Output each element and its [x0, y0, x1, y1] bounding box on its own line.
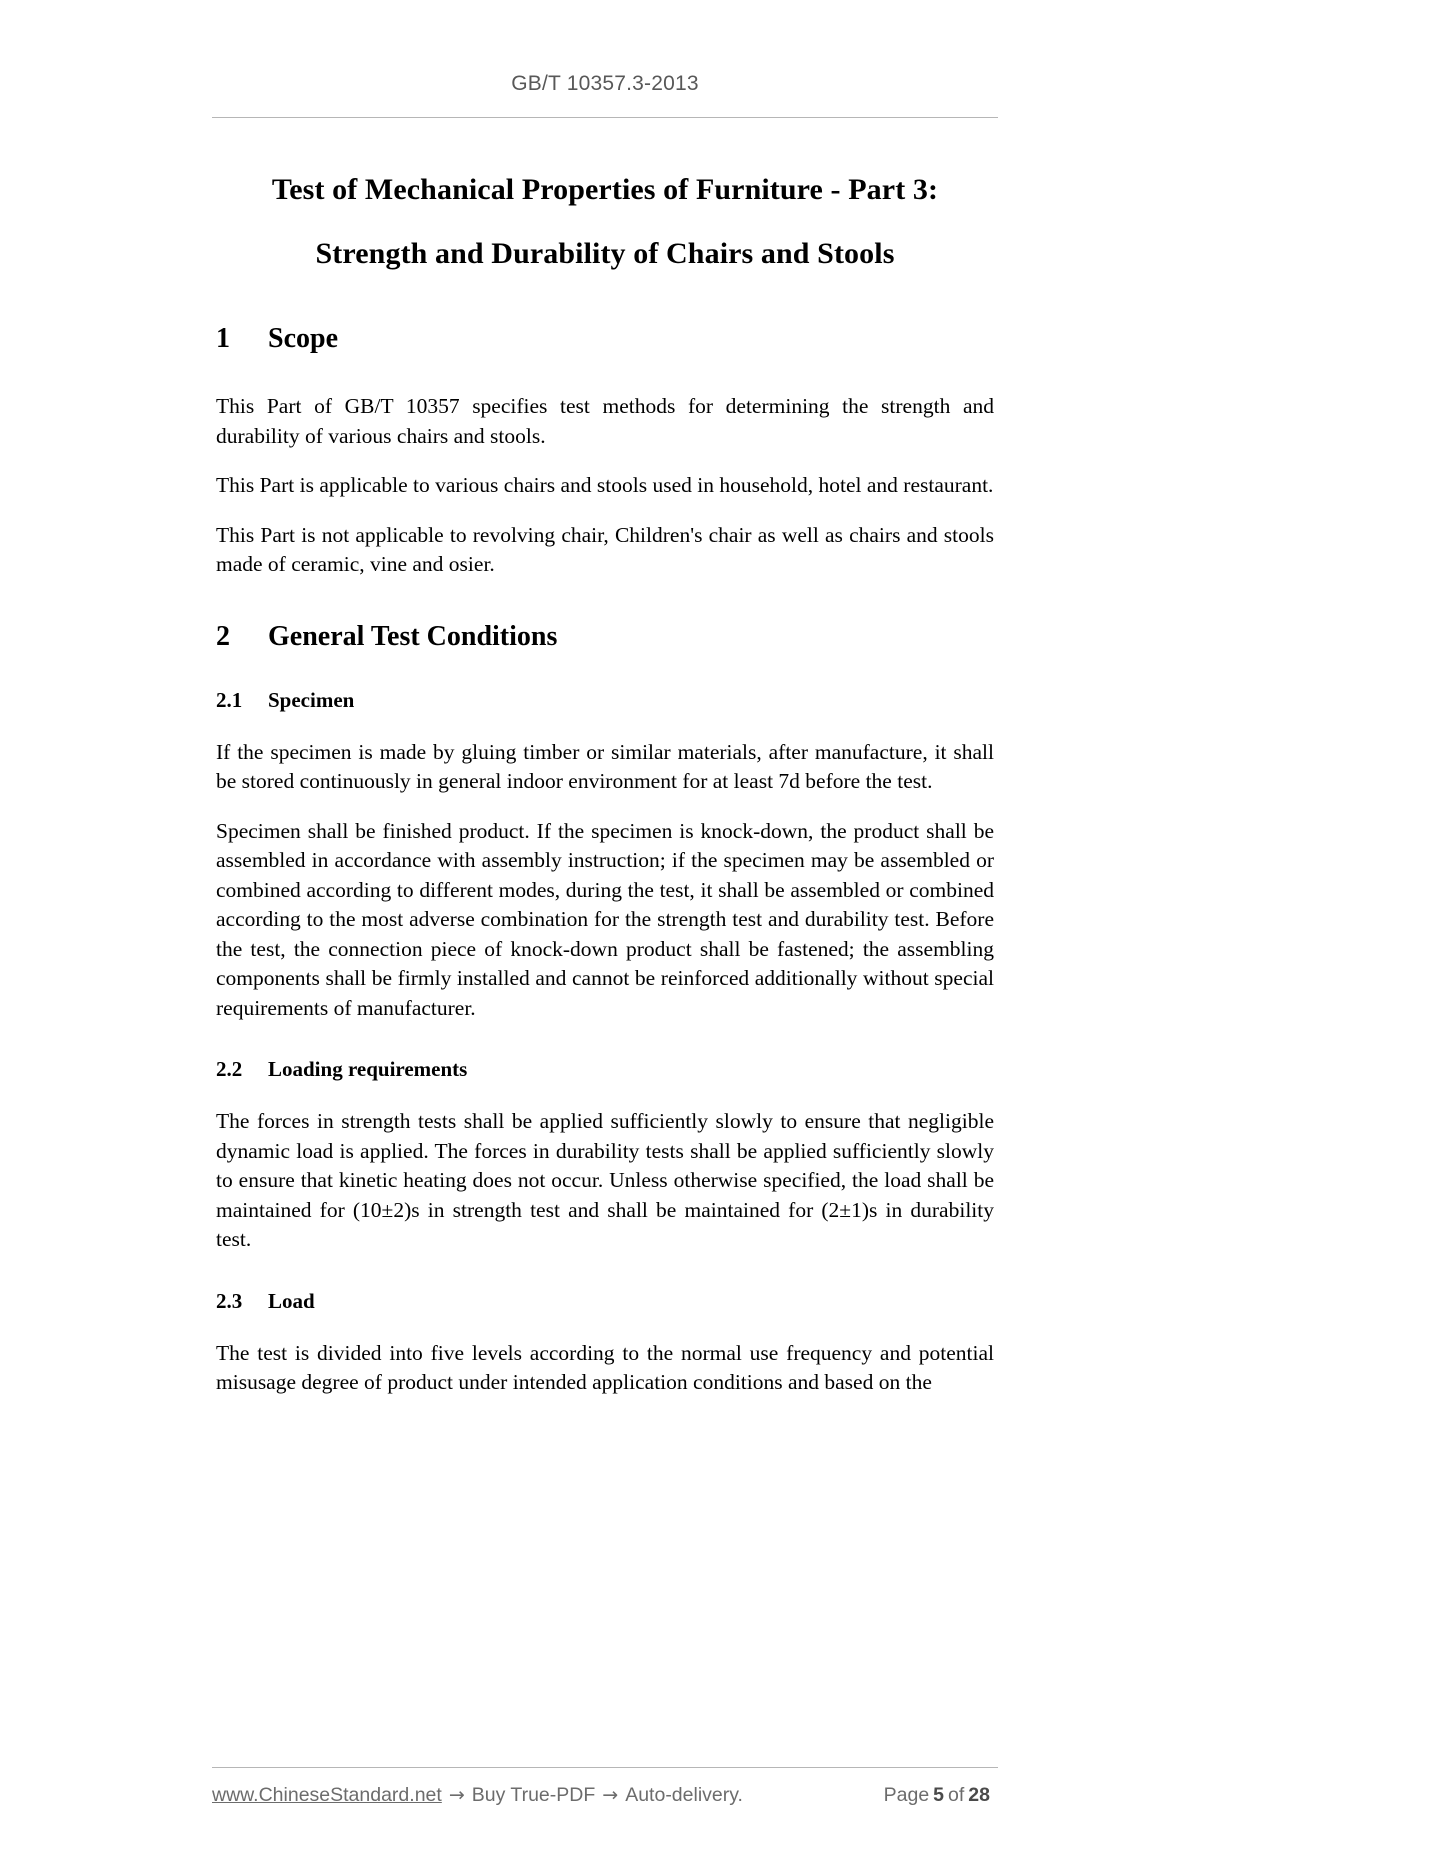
document-title-line-1: Test of Mechanical Properties of Furniture - Part 3: — [271, 173, 939, 206]
running-header — [212, 72, 998, 96]
spacer — [216, 714, 994, 738]
spacer — [216, 1255, 994, 1287]
section-title-2: General Test Conditions — [268, 620, 558, 652]
auto-delivery-text: Auto-delivery. — [625, 1784, 743, 1806]
paragraph: This Part of GB/T 10357 specifies test methods for determining the strength and durability of various chairs and stools. — [216, 394, 994, 448]
subsection-number-2-1: 2.1 — [216, 687, 243, 712]
page-indicator — [884, 1784, 998, 1807]
document-title — [212, 158, 998, 286]
spacer — [216, 654, 994, 686]
spacer — [216, 1023, 994, 1055]
subsection-heading-2-3 — [216, 1287, 994, 1315]
spacer — [216, 580, 994, 620]
footer-promo — [212, 1784, 743, 1807]
spacer — [216, 1315, 994, 1339]
subsection-title-2-1: Specimen — [268, 687, 355, 712]
buy-true-pdf-text: Buy True-PDF — [471, 1784, 596, 1806]
paragraph: The forces in strength tests shall be applied sufficiently slowly to ensure that negligible dynamic load is applied. The forces in durability tests shall be applied sufficiently slowly to ensure that kinetic heating does not occur. Unless otherwise specified, the load shall be maintained for (10±2)s in strength test and shall be maintained for (2±1)s in durability test. — [216, 1109, 994, 1251]
of-label: of — [948, 1784, 965, 1806]
section-title-1: Scope — [268, 323, 338, 354]
page-label: Page — [883, 1784, 930, 1806]
footer-divider — [212, 1767, 998, 1768]
paragraph: This Part is not applicable to revolving chair, Children's chair as well as chairs and stools made of ceramic, vine and osier. — [216, 522, 994, 576]
arrow-right-icon: → — [448, 1784, 465, 1806]
spacer — [216, 356, 994, 392]
document-body — [216, 322, 994, 1398]
paragraph: This Part is applicable to various chairs and stools used in household, hotel and restaurant. — [216, 473, 994, 497]
arrow-right-icon: → — [602, 1784, 619, 1806]
subsection-heading-2-2 — [216, 1055, 994, 1083]
standard-id-text: GB/T 10357.3-2013 — [511, 72, 699, 95]
section-number-2: 2 — [216, 620, 230, 652]
section-heading-2 — [216, 620, 994, 654]
section-heading-1 — [216, 322, 994, 356]
subsection-title-2-2: Loading requirements — [268, 1057, 468, 1081]
subsection-heading-2-1 — [216, 686, 994, 714]
paragraph: The test is divided into five levels according to the normal use frequency and potential misusage degree of product under intended application conditions and based on the — [216, 1340, 994, 1394]
subsection-number-2-3: 2.3 — [216, 1288, 243, 1313]
paragraph: Specimen shall be finished product. If the specimen is knock-down, the product shall be assembled in accordance with assembly instruction; if the specimen may be assembled or combined according to different modes, during the test, it shall be assembled or combined according to the most adverse combination for the strength test and durability test. Before the test, the connection piece of knock-down product shall be fastened; the assembling components shall be firmly installed and cannot be reinforced additionally without special requirements of manufacturer. — [216, 818, 994, 1020]
page-footer — [212, 1784, 998, 1807]
paragraph: If the specimen is made by gluing timber or similar materials, after manufacture, it shall be stored continuously in general indoor environment for at least 7d before the test. — [216, 739, 994, 793]
spacer — [216, 797, 994, 817]
total-page-count: 28 — [968, 1784, 990, 1806]
spacer — [216, 501, 994, 521]
document-title-line-2: Strength and Durability of Chairs and Stools — [315, 237, 895, 270]
section-number-1: 1 — [216, 323, 230, 354]
header-divider — [212, 117, 998, 118]
spacer — [216, 451, 994, 471]
subsection-number-2-2: 2.2 — [216, 1057, 243, 1081]
website-link[interactable]: www.ChineseStandard.net — [212, 1784, 442, 1806]
subsection-title-2-3: Load — [268, 1288, 315, 1313]
spacer — [216, 1083, 994, 1107]
current-page-number: 5 — [933, 1784, 945, 1806]
